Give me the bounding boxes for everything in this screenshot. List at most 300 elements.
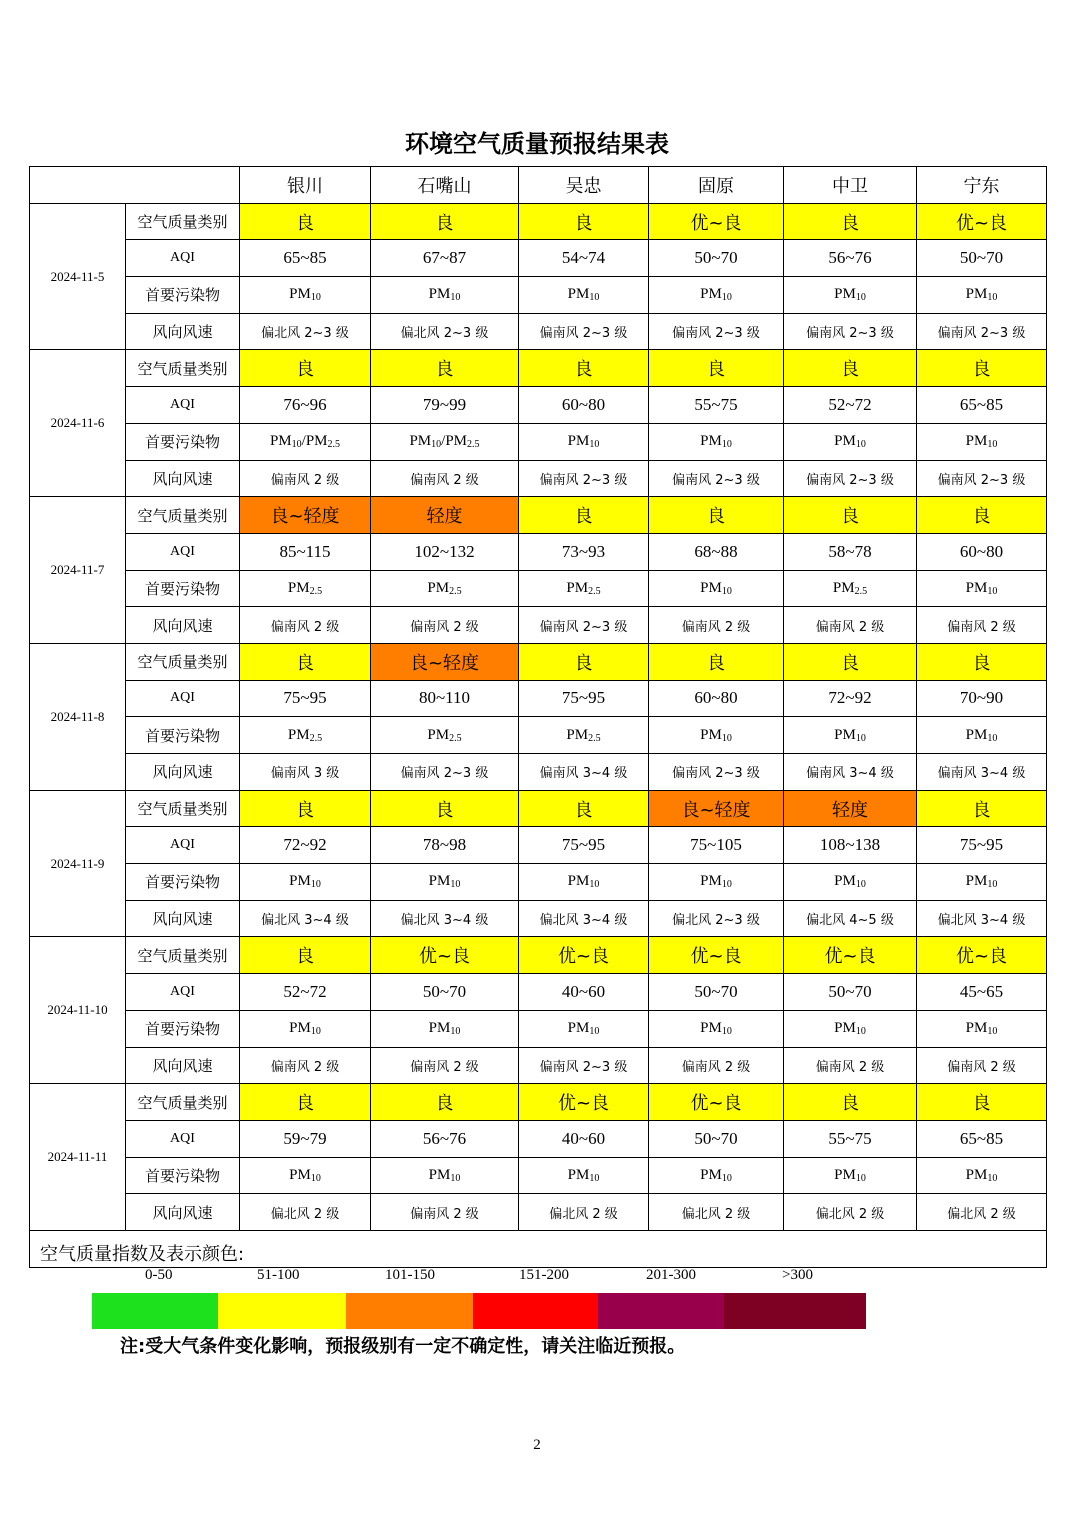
pollutant-subscript: 2.5 bbox=[854, 585, 868, 597]
row-label-pollutant: 首要污染物 bbox=[126, 570, 240, 607]
pollutant-name: PM bbox=[700, 1020, 722, 1037]
pollutant-cell bbox=[519, 423, 649, 460]
wind-cell: 偏南风 2 级 bbox=[371, 460, 519, 497]
wind-cell: 偏北风 4~5 级 bbox=[784, 900, 917, 937]
date-cell: 2024-11-6 bbox=[30, 350, 126, 497]
pollutant-name: PM bbox=[965, 873, 988, 890]
legend-color-swatch bbox=[473, 1293, 598, 1329]
category-cell: 优~良 bbox=[649, 1084, 784, 1121]
wind-cell: 偏南风 2~3 级 bbox=[519, 460, 649, 497]
wind-cell: 偏南风 3~4 级 bbox=[784, 754, 917, 791]
aqi-cell: 80~110 bbox=[371, 680, 519, 717]
wind-cell: 偏南风 2 级 bbox=[784, 1047, 917, 1084]
city-header: 宁东 bbox=[917, 167, 1047, 204]
category-cell: 良 bbox=[917, 350, 1047, 387]
table-row bbox=[30, 1084, 1047, 1121]
category-cell: 良 bbox=[784, 1084, 917, 1121]
wind-cell: 偏南风 2 级 bbox=[371, 607, 519, 644]
wind-cell: 偏南风 3~4 级 bbox=[519, 754, 649, 791]
table-row bbox=[30, 460, 1047, 497]
pollutant-cell bbox=[917, 1157, 1047, 1194]
row-label-category: 空气质量类别 bbox=[126, 350, 240, 387]
legend-range-label: 51-100 bbox=[257, 1266, 300, 1283]
pollutant-cell bbox=[784, 864, 917, 901]
legend-color-swatch bbox=[92, 1293, 218, 1329]
table-row bbox=[30, 1120, 1047, 1157]
category-cell: 良 bbox=[917, 497, 1047, 534]
category-cell: 优~良 bbox=[519, 1084, 649, 1121]
date-cell: 2024-11-10 bbox=[30, 937, 126, 1084]
pollutant-name: PM bbox=[965, 579, 988, 596]
pollutant-cell bbox=[371, 570, 519, 607]
pollutant-name: PM bbox=[834, 1020, 856, 1037]
pollutant-subscript: 10 bbox=[291, 439, 302, 451]
category-cell: 良 bbox=[371, 203, 519, 240]
table-row bbox=[30, 864, 1047, 901]
wind-cell: 偏南风 2~3 级 bbox=[784, 313, 917, 350]
pollutant-name: PM bbox=[834, 726, 856, 743]
category-cell: 良 bbox=[240, 643, 371, 680]
pollutant-subscript: 10 bbox=[855, 732, 866, 744]
pollutant-subscript: 10 bbox=[450, 1026, 461, 1038]
pollutant-name: PM bbox=[289, 873, 311, 890]
table-row bbox=[30, 827, 1047, 864]
pollutant-name: PM bbox=[567, 433, 590, 450]
aqi-cell: 60~80 bbox=[917, 533, 1047, 570]
table-row bbox=[30, 570, 1047, 607]
date-cell: 2024-11-9 bbox=[30, 790, 126, 937]
category-cell: 良 bbox=[519, 790, 649, 827]
aqi-cell: 58~78 bbox=[784, 533, 917, 570]
pollutant-subscript: 10 bbox=[987, 732, 998, 744]
pollutant-name: PM bbox=[567, 286, 590, 303]
pollutant-name: PM bbox=[567, 1166, 590, 1183]
category-cell: 良 bbox=[917, 790, 1047, 827]
pollutant-cell bbox=[519, 717, 649, 754]
row-label-wind: 风向风速 bbox=[126, 1194, 240, 1231]
aqi-cell: 75~95 bbox=[519, 680, 649, 717]
pollutant-name: PM bbox=[834, 873, 856, 890]
category-cell: 良 bbox=[371, 1084, 519, 1121]
legend-color-swatch bbox=[598, 1293, 724, 1329]
pollutant-cell bbox=[240, 277, 371, 314]
wind-cell: 偏南风 2 级 bbox=[784, 607, 917, 644]
table-row bbox=[30, 277, 1047, 314]
category-cell: 优~良 bbox=[371, 937, 519, 974]
date-cell: 2024-11-5 bbox=[30, 203, 126, 350]
table-row bbox=[30, 900, 1047, 937]
row-label-wind: 风向风速 bbox=[126, 460, 240, 497]
aqi-cell: 55~75 bbox=[784, 1120, 917, 1157]
category-cell: 良 bbox=[240, 937, 371, 974]
table-row bbox=[30, 790, 1047, 827]
pollutant-subscript: 10 bbox=[431, 439, 442, 451]
wind-cell: 偏北风 3~4 级 bbox=[519, 900, 649, 937]
pollutant-name: PM bbox=[289, 1020, 311, 1037]
row-label-aqi: AQI bbox=[126, 240, 240, 277]
legend-range-label: 101-150 bbox=[385, 1266, 435, 1283]
wind-cell: 偏南风 2~3 级 bbox=[519, 313, 649, 350]
category-cell: 良 bbox=[371, 350, 519, 387]
city-header: 吴忠 bbox=[519, 167, 649, 204]
category-cell: 良 bbox=[917, 643, 1047, 680]
aqi-cell: 52~72 bbox=[784, 387, 917, 424]
pollutant-cell bbox=[917, 423, 1047, 460]
aqi-cell: 76~96 bbox=[240, 387, 371, 424]
city-header: 银川 bbox=[240, 167, 371, 204]
page-title: 环境空气质量预报结果表 bbox=[405, 130, 669, 158]
wind-cell: 偏南风 2 级 bbox=[649, 607, 784, 644]
date-cell: 2024-11-8 bbox=[30, 643, 126, 790]
category-cell: 优~良 bbox=[784, 937, 917, 974]
wind-cell: 偏南风 2~3 级 bbox=[649, 460, 784, 497]
pollutant-name: PM bbox=[700, 726, 722, 743]
row-label-pollutant: 首要污染物 bbox=[126, 1010, 240, 1047]
category-cell: 良 bbox=[240, 1084, 371, 1121]
row-label-wind: 风向风速 bbox=[126, 313, 240, 350]
pollutant-cell bbox=[371, 277, 519, 314]
category-cell: 良 bbox=[649, 350, 784, 387]
wind-cell: 偏南风 2 级 bbox=[240, 460, 371, 497]
pollutant-name: PM bbox=[428, 873, 451, 890]
pollutant-subscript: 2.5 bbox=[588, 585, 601, 597]
category-cell: 良~轻度 bbox=[371, 643, 519, 680]
category-cell: 优~良 bbox=[519, 937, 649, 974]
aqi-cell: 50~70 bbox=[371, 974, 519, 1011]
pollutant-subscript: 10 bbox=[589, 1172, 600, 1184]
table-row bbox=[30, 607, 1047, 644]
aqi-cell: 55~75 bbox=[649, 387, 784, 424]
pollutant-cell bbox=[240, 717, 371, 754]
pollutant-name: PM bbox=[428, 1020, 451, 1037]
pollutant-subscript: 2.5 bbox=[449, 585, 462, 597]
category-cell: 良 bbox=[649, 643, 784, 680]
table-row bbox=[30, 350, 1047, 387]
pollutant-name: PM bbox=[287, 579, 310, 596]
pollutant-cell bbox=[240, 423, 371, 460]
pollutant-subscript: 10 bbox=[855, 439, 866, 451]
category-cell: 轻度 bbox=[784, 790, 917, 827]
aqi-cell: 65~85 bbox=[917, 1120, 1047, 1157]
pollutant-cell bbox=[784, 1010, 917, 1047]
pollutant-cell bbox=[371, 864, 519, 901]
category-cell: 良 bbox=[784, 350, 917, 387]
pollutant-cell bbox=[784, 570, 917, 607]
pollutant-subscript: 10 bbox=[987, 292, 998, 304]
category-cell: 良 bbox=[240, 790, 371, 827]
pollutant-cell bbox=[917, 717, 1047, 754]
pollutant-subscript: 10 bbox=[721, 585, 732, 597]
row-label-wind: 风向风速 bbox=[126, 900, 240, 937]
row-label-pollutant: 首要污染物 bbox=[126, 1157, 240, 1194]
aqi-cell: 102~132 bbox=[371, 533, 519, 570]
pollutant-cell bbox=[649, 277, 784, 314]
legend-cell bbox=[30, 1230, 1047, 1283]
row-label-pollutant: 首要污染物 bbox=[126, 864, 240, 901]
date-cell: 2024-11-7 bbox=[30, 497, 126, 644]
pollutant-subscript: 2.5 bbox=[467, 439, 480, 451]
pollutant-name: /PM bbox=[441, 433, 468, 450]
pollutant-subscript: 10 bbox=[721, 879, 732, 891]
table-row bbox=[30, 387, 1047, 424]
pollutant-subscript: 10 bbox=[987, 585, 998, 597]
aqi-cell: 56~76 bbox=[371, 1120, 519, 1157]
aqi-cell: 72~92 bbox=[240, 827, 371, 864]
pollutant-subscript: 10 bbox=[987, 1172, 998, 1184]
pollutant-name: PM bbox=[289, 286, 311, 303]
header-row bbox=[30, 167, 1047, 204]
category-cell: 良 bbox=[519, 203, 649, 240]
table-row bbox=[30, 974, 1047, 1011]
wind-cell: 偏北风 2~3 级 bbox=[240, 313, 371, 350]
pollutant-subscript: 10 bbox=[450, 879, 461, 891]
wind-cell: 偏北风 3~4 级 bbox=[240, 900, 371, 937]
pollutant-subscript: 2.5 bbox=[449, 732, 462, 744]
pollutant-cell bbox=[240, 864, 371, 901]
table-row bbox=[30, 754, 1047, 791]
wind-cell: 偏南风 2~3 级 bbox=[371, 754, 519, 791]
pollutant-cell bbox=[917, 570, 1047, 607]
aqi-cell: 108~138 bbox=[784, 827, 917, 864]
pollutant-cell bbox=[240, 1157, 371, 1194]
date-cell: 2024-11-11 bbox=[30, 1084, 126, 1231]
pollutant-name: PM bbox=[427, 726, 450, 743]
row-label-category: 空气质量类别 bbox=[126, 937, 240, 974]
pollutant-name: PM bbox=[427, 579, 450, 596]
aqi-cell: 50~70 bbox=[784, 974, 917, 1011]
pollutant-subscript: 10 bbox=[310, 292, 321, 304]
legend-range-label: 151-200 bbox=[519, 1266, 569, 1283]
wind-cell: 偏南风 2~3 级 bbox=[649, 754, 784, 791]
wind-cell: 偏南风 2 级 bbox=[371, 1047, 519, 1084]
row-label-category: 空气质量类别 bbox=[126, 497, 240, 534]
aqi-cell: 40~60 bbox=[519, 974, 649, 1011]
pollutant-subscript: 10 bbox=[987, 439, 998, 451]
wind-cell: 偏北风 2 级 bbox=[649, 1194, 784, 1231]
category-cell: 良 bbox=[784, 203, 917, 240]
wind-cell: 偏南风 2~3 级 bbox=[917, 313, 1047, 350]
pollutant-cell bbox=[784, 717, 917, 754]
row-label-aqi: AQI bbox=[126, 1120, 240, 1157]
aqi-cell: 45~65 bbox=[917, 974, 1047, 1011]
pollutant-cell bbox=[519, 277, 649, 314]
aqi-cell: 50~70 bbox=[649, 240, 784, 277]
pollutant-name: PM bbox=[269, 433, 292, 450]
pollutant-subscript: 10 bbox=[855, 1172, 866, 1184]
pollutant-cell bbox=[371, 423, 519, 460]
pollutant-subscript: 10 bbox=[721, 1172, 732, 1184]
wind-cell: 偏北风 3~4 级 bbox=[917, 900, 1047, 937]
pollutant-cell bbox=[240, 570, 371, 607]
aqi-cell: 75~95 bbox=[917, 827, 1047, 864]
pollutant-name: PM bbox=[428, 1166, 451, 1183]
pollutant-name: PM bbox=[566, 579, 589, 596]
pollutant-name: PM bbox=[567, 873, 590, 890]
pollutant-subscript: 10 bbox=[721, 732, 732, 744]
legend-title: 空气质量指数及表示颜色: bbox=[40, 1243, 245, 1265]
pollutant-name: PM bbox=[700, 286, 722, 303]
aqi-cell: 50~70 bbox=[917, 240, 1047, 277]
table-row bbox=[30, 1157, 1047, 1194]
aqi-cell: 73~93 bbox=[519, 533, 649, 570]
pollutant-name: PM bbox=[965, 726, 988, 743]
aqi-cell: 65~85 bbox=[240, 240, 371, 277]
table-row bbox=[30, 240, 1047, 277]
pollutant-cell bbox=[649, 864, 784, 901]
row-label-wind: 风向风速 bbox=[126, 754, 240, 791]
pollutant-name: PM bbox=[428, 286, 451, 303]
pollutant-name: PM bbox=[832, 579, 855, 596]
table-row bbox=[30, 1010, 1047, 1047]
wind-cell: 偏南风 2 级 bbox=[240, 1047, 371, 1084]
pollutant-subscript: 2.5 bbox=[309, 732, 323, 744]
pollutant-cell bbox=[917, 1010, 1047, 1047]
pollutant-cell bbox=[784, 1157, 917, 1194]
pollutant-name: PM bbox=[965, 433, 988, 450]
category-cell: 良 bbox=[784, 497, 917, 534]
pollutant-name: PM bbox=[700, 433, 722, 450]
table-row bbox=[30, 643, 1047, 680]
aqi-cell: 60~80 bbox=[519, 387, 649, 424]
table-row bbox=[30, 497, 1047, 534]
pollutant-cell bbox=[649, 1157, 784, 1194]
row-label-aqi: AQI bbox=[126, 974, 240, 1011]
aqi-cell: 79~99 bbox=[371, 387, 519, 424]
pollutant-subscript: 2.5 bbox=[588, 732, 601, 744]
legend-color-swatch bbox=[346, 1293, 473, 1329]
row-label-pollutant: 首要污染物 bbox=[126, 277, 240, 314]
pollutant-subscript: 10 bbox=[987, 1026, 998, 1038]
pollutant-name: PM bbox=[965, 286, 988, 303]
wind-cell: 偏南风 2~3 级 bbox=[917, 460, 1047, 497]
pollutant-name: PM bbox=[834, 286, 856, 303]
pollutant-cell bbox=[784, 423, 917, 460]
pollutant-subscript: 10 bbox=[855, 879, 866, 891]
category-cell: 轻度 bbox=[371, 497, 519, 534]
aqi-cell: 85~115 bbox=[240, 533, 371, 570]
row-label-category: 空气质量类别 bbox=[126, 203, 240, 240]
pollutant-subscript: 10 bbox=[589, 439, 600, 451]
row-label-aqi: AQI bbox=[126, 533, 240, 570]
table-row bbox=[30, 423, 1047, 460]
legend-color-swatch bbox=[724, 1293, 866, 1329]
row-label-category: 空气质量类别 bbox=[126, 790, 240, 827]
aqi-cell: 60~80 bbox=[649, 680, 784, 717]
wind-cell: 偏南风 2~3 级 bbox=[519, 1047, 649, 1084]
header-corner bbox=[30, 167, 240, 204]
pollutant-name: PM bbox=[700, 873, 722, 890]
aqi-cell: 50~70 bbox=[649, 1120, 784, 1157]
legend-range-label: 0-50 bbox=[145, 1266, 173, 1283]
category-cell: 良 bbox=[240, 350, 371, 387]
pollutant-subscript: 10 bbox=[721, 439, 732, 451]
pollutant-subscript: 10 bbox=[310, 1172, 321, 1184]
pollutant-cell bbox=[371, 1157, 519, 1194]
pollutant-subscript: 10 bbox=[721, 292, 732, 304]
pollutant-cell bbox=[917, 864, 1047, 901]
aqi-cell: 70~90 bbox=[917, 680, 1047, 717]
aqi-cell: 59~79 bbox=[240, 1120, 371, 1157]
legend-row bbox=[30, 1230, 1047, 1267]
wind-cell: 偏南风 2~3 级 bbox=[649, 313, 784, 350]
pollutant-cell bbox=[519, 1157, 649, 1194]
pollutant-cell bbox=[917, 277, 1047, 314]
pollutant-name: PM bbox=[965, 1020, 988, 1037]
wind-cell: 偏南风 2 级 bbox=[240, 607, 371, 644]
wind-cell: 偏南风 3~4 级 bbox=[917, 754, 1047, 791]
table-row bbox=[30, 533, 1047, 570]
pollutant-cell bbox=[649, 570, 784, 607]
wind-cell: 偏南风 2 级 bbox=[649, 1047, 784, 1084]
wind-cell: 偏南风 2~3 级 bbox=[519, 607, 649, 644]
aqi-cell: 68~88 bbox=[649, 533, 784, 570]
category-cell: 优~良 bbox=[649, 203, 784, 240]
wind-cell: 偏南风 3 级 bbox=[240, 754, 371, 791]
aqi-cell: 65~85 bbox=[917, 387, 1047, 424]
pollutant-cell bbox=[240, 1010, 371, 1047]
pollutant-subscript: 10 bbox=[450, 1172, 461, 1184]
pollutant-subscript: 10 bbox=[855, 1026, 866, 1038]
pollutant-name: PM bbox=[289, 1166, 311, 1183]
city-header: 石嘴山 bbox=[371, 167, 519, 204]
pollutant-cell bbox=[784, 277, 917, 314]
wind-cell: 偏南风 2~3 级 bbox=[784, 460, 917, 497]
aqi-cell: 52~72 bbox=[240, 974, 371, 1011]
pollutant-subscript: 10 bbox=[450, 292, 461, 304]
category-cell: 良 bbox=[519, 497, 649, 534]
category-cell: 良 bbox=[371, 790, 519, 827]
pollutant-subscript: 10 bbox=[310, 879, 321, 891]
wind-cell: 偏北风 3~4 级 bbox=[371, 900, 519, 937]
pollutant-subscript: 2.5 bbox=[309, 585, 323, 597]
pollutant-name: PM bbox=[834, 1166, 856, 1183]
category-cell: 良 bbox=[240, 203, 371, 240]
aqi-cell: 75~95 bbox=[519, 827, 649, 864]
row-label-pollutant: 首要污染物 bbox=[126, 717, 240, 754]
pollutant-name: PM bbox=[700, 1166, 722, 1183]
wind-cell: 偏北风 2 级 bbox=[240, 1194, 371, 1231]
pollutant-subscript: 10 bbox=[987, 879, 998, 891]
row-label-aqi: AQI bbox=[126, 827, 240, 864]
table-row bbox=[30, 717, 1047, 754]
pollutant-cell bbox=[519, 570, 649, 607]
pollutant-cell bbox=[371, 1010, 519, 1047]
aqi-cell: 78~98 bbox=[371, 827, 519, 864]
category-cell: 良 bbox=[519, 643, 649, 680]
table-row bbox=[30, 1194, 1047, 1231]
pollutant-name: PM bbox=[566, 726, 589, 743]
aqi-cell: 75~105 bbox=[649, 827, 784, 864]
wind-cell: 偏南风 2 级 bbox=[371, 1194, 519, 1231]
row-label-pollutant: 首要污染物 bbox=[126, 423, 240, 460]
pollutant-cell bbox=[371, 717, 519, 754]
pollutant-name: PM bbox=[834, 433, 856, 450]
city-header: 中卫 bbox=[784, 167, 917, 204]
pollutant-subscript: 10 bbox=[589, 879, 600, 891]
aqi-cell: 40~60 bbox=[519, 1120, 649, 1157]
wind-cell: 偏北风 2 级 bbox=[784, 1194, 917, 1231]
pollutant-cell bbox=[649, 717, 784, 754]
legend-range-label: >300 bbox=[782, 1266, 813, 1283]
pollutant-name: PM bbox=[567, 1020, 590, 1037]
aqi-cell: 50~70 bbox=[649, 974, 784, 1011]
row-label-aqi: AQI bbox=[126, 680, 240, 717]
table-row bbox=[30, 1047, 1047, 1084]
category-cell: 良 bbox=[649, 497, 784, 534]
pollutant-name: /PM bbox=[301, 433, 328, 450]
row-label-category: 空气质量类别 bbox=[126, 1084, 240, 1121]
pollutant-cell bbox=[519, 864, 649, 901]
